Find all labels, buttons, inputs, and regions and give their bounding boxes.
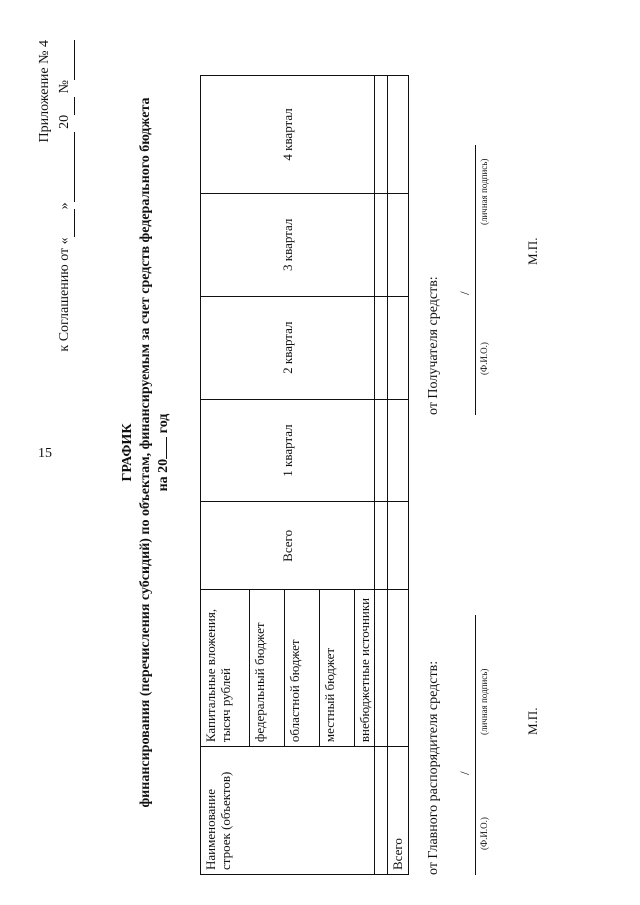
right-label-text: от Получателя средств:: [426, 276, 441, 415]
total-row-label: Всего: [388, 747, 409, 875]
header-capital: Капитальные вложения, тысяч рублей: [201, 590, 250, 747]
agreement-mid: »: [57, 202, 72, 210]
header-q1: 1 квартал: [201, 399, 375, 502]
empty-cell: [375, 590, 388, 747]
total-cell: [388, 502, 409, 590]
empty-cell: [375, 76, 388, 194]
appendix-title: Приложение № 4: [37, 40, 52, 143]
right-stamp-place: М.П.: [525, 237, 540, 265]
page-number: 15: [38, 446, 52, 461]
source-extrabudget: внебюджетные источники: [355, 590, 375, 747]
year-blank: [74, 97, 75, 115]
header-q4: 4 квартал: [201, 76, 375, 194]
header-q3: 3 квартал: [201, 193, 375, 296]
total-cell: [388, 399, 409, 502]
right-sign-caption: (личная подпись): [479, 158, 489, 225]
day-blank: [74, 209, 75, 237]
document-year-line: [156, 0, 172, 905]
table-empty-row: [375, 76, 388, 875]
source-federal: федеральный бюджет: [250, 590, 285, 747]
document-title: ГРАФИК: [120, 423, 135, 482]
header-total: Всего: [201, 502, 375, 590]
source-regional: областной бюджет: [285, 590, 320, 747]
left-stamp-place: М.П.: [525, 707, 540, 735]
total-cell: [388, 193, 409, 296]
left-sign-caption: (личная подпись): [479, 668, 489, 735]
empty-cell: [375, 399, 388, 502]
signature-right-label: [425, 276, 442, 415]
total-cell: [388, 296, 409, 399]
agreement-number-label: №: [57, 80, 72, 94]
signature-left-block: [455, 605, 515, 875]
empty-cell: [375, 502, 388, 590]
right-slash: /: [457, 291, 472, 295]
empty-cell: [375, 747, 388, 875]
schedule-table: [200, 75, 409, 875]
year-prefix: на 20: [156, 458, 171, 492]
appendix-header: [35, 40, 75, 352]
appendix-agreement-line: [55, 40, 75, 352]
signature-right-block: [455, 145, 515, 415]
table-header-row: [201, 76, 250, 875]
number-blank: [74, 40, 75, 80]
right-fio-caption: (Ф.И.О.): [479, 342, 489, 375]
total-cell: [388, 590, 409, 747]
left-fio-caption: (Ф.И.О.): [479, 817, 489, 850]
source-local: местный бюджет: [320, 590, 355, 747]
signature-left-label: [425, 661, 442, 875]
empty-cell: [375, 193, 388, 296]
table-total-row: [388, 76, 409, 875]
year-blank-title: [166, 437, 167, 459]
right-signature-line: [475, 145, 476, 415]
document-subtitle: финансирования (перечисления субсидий) по объектам, финансируемым за счет средств федерального бюджета: [138, 97, 153, 808]
left-signature-line: [475, 615, 476, 875]
left-slash: /: [457, 771, 472, 775]
month-blank: [74, 132, 75, 202]
agreement-year: 20: [57, 114, 72, 129]
empty-cell: [375, 296, 388, 399]
total-cell: [388, 76, 409, 194]
left-label-text: от Главного распорядителя средств:: [426, 660, 441, 875]
year-suffix: год: [156, 413, 171, 434]
header-q2: 2 квартал: [201, 296, 375, 399]
header-object-name: Наименование строек (объектов): [201, 747, 375, 875]
agreement-prefix: к Соглашению от «: [57, 237, 72, 352]
